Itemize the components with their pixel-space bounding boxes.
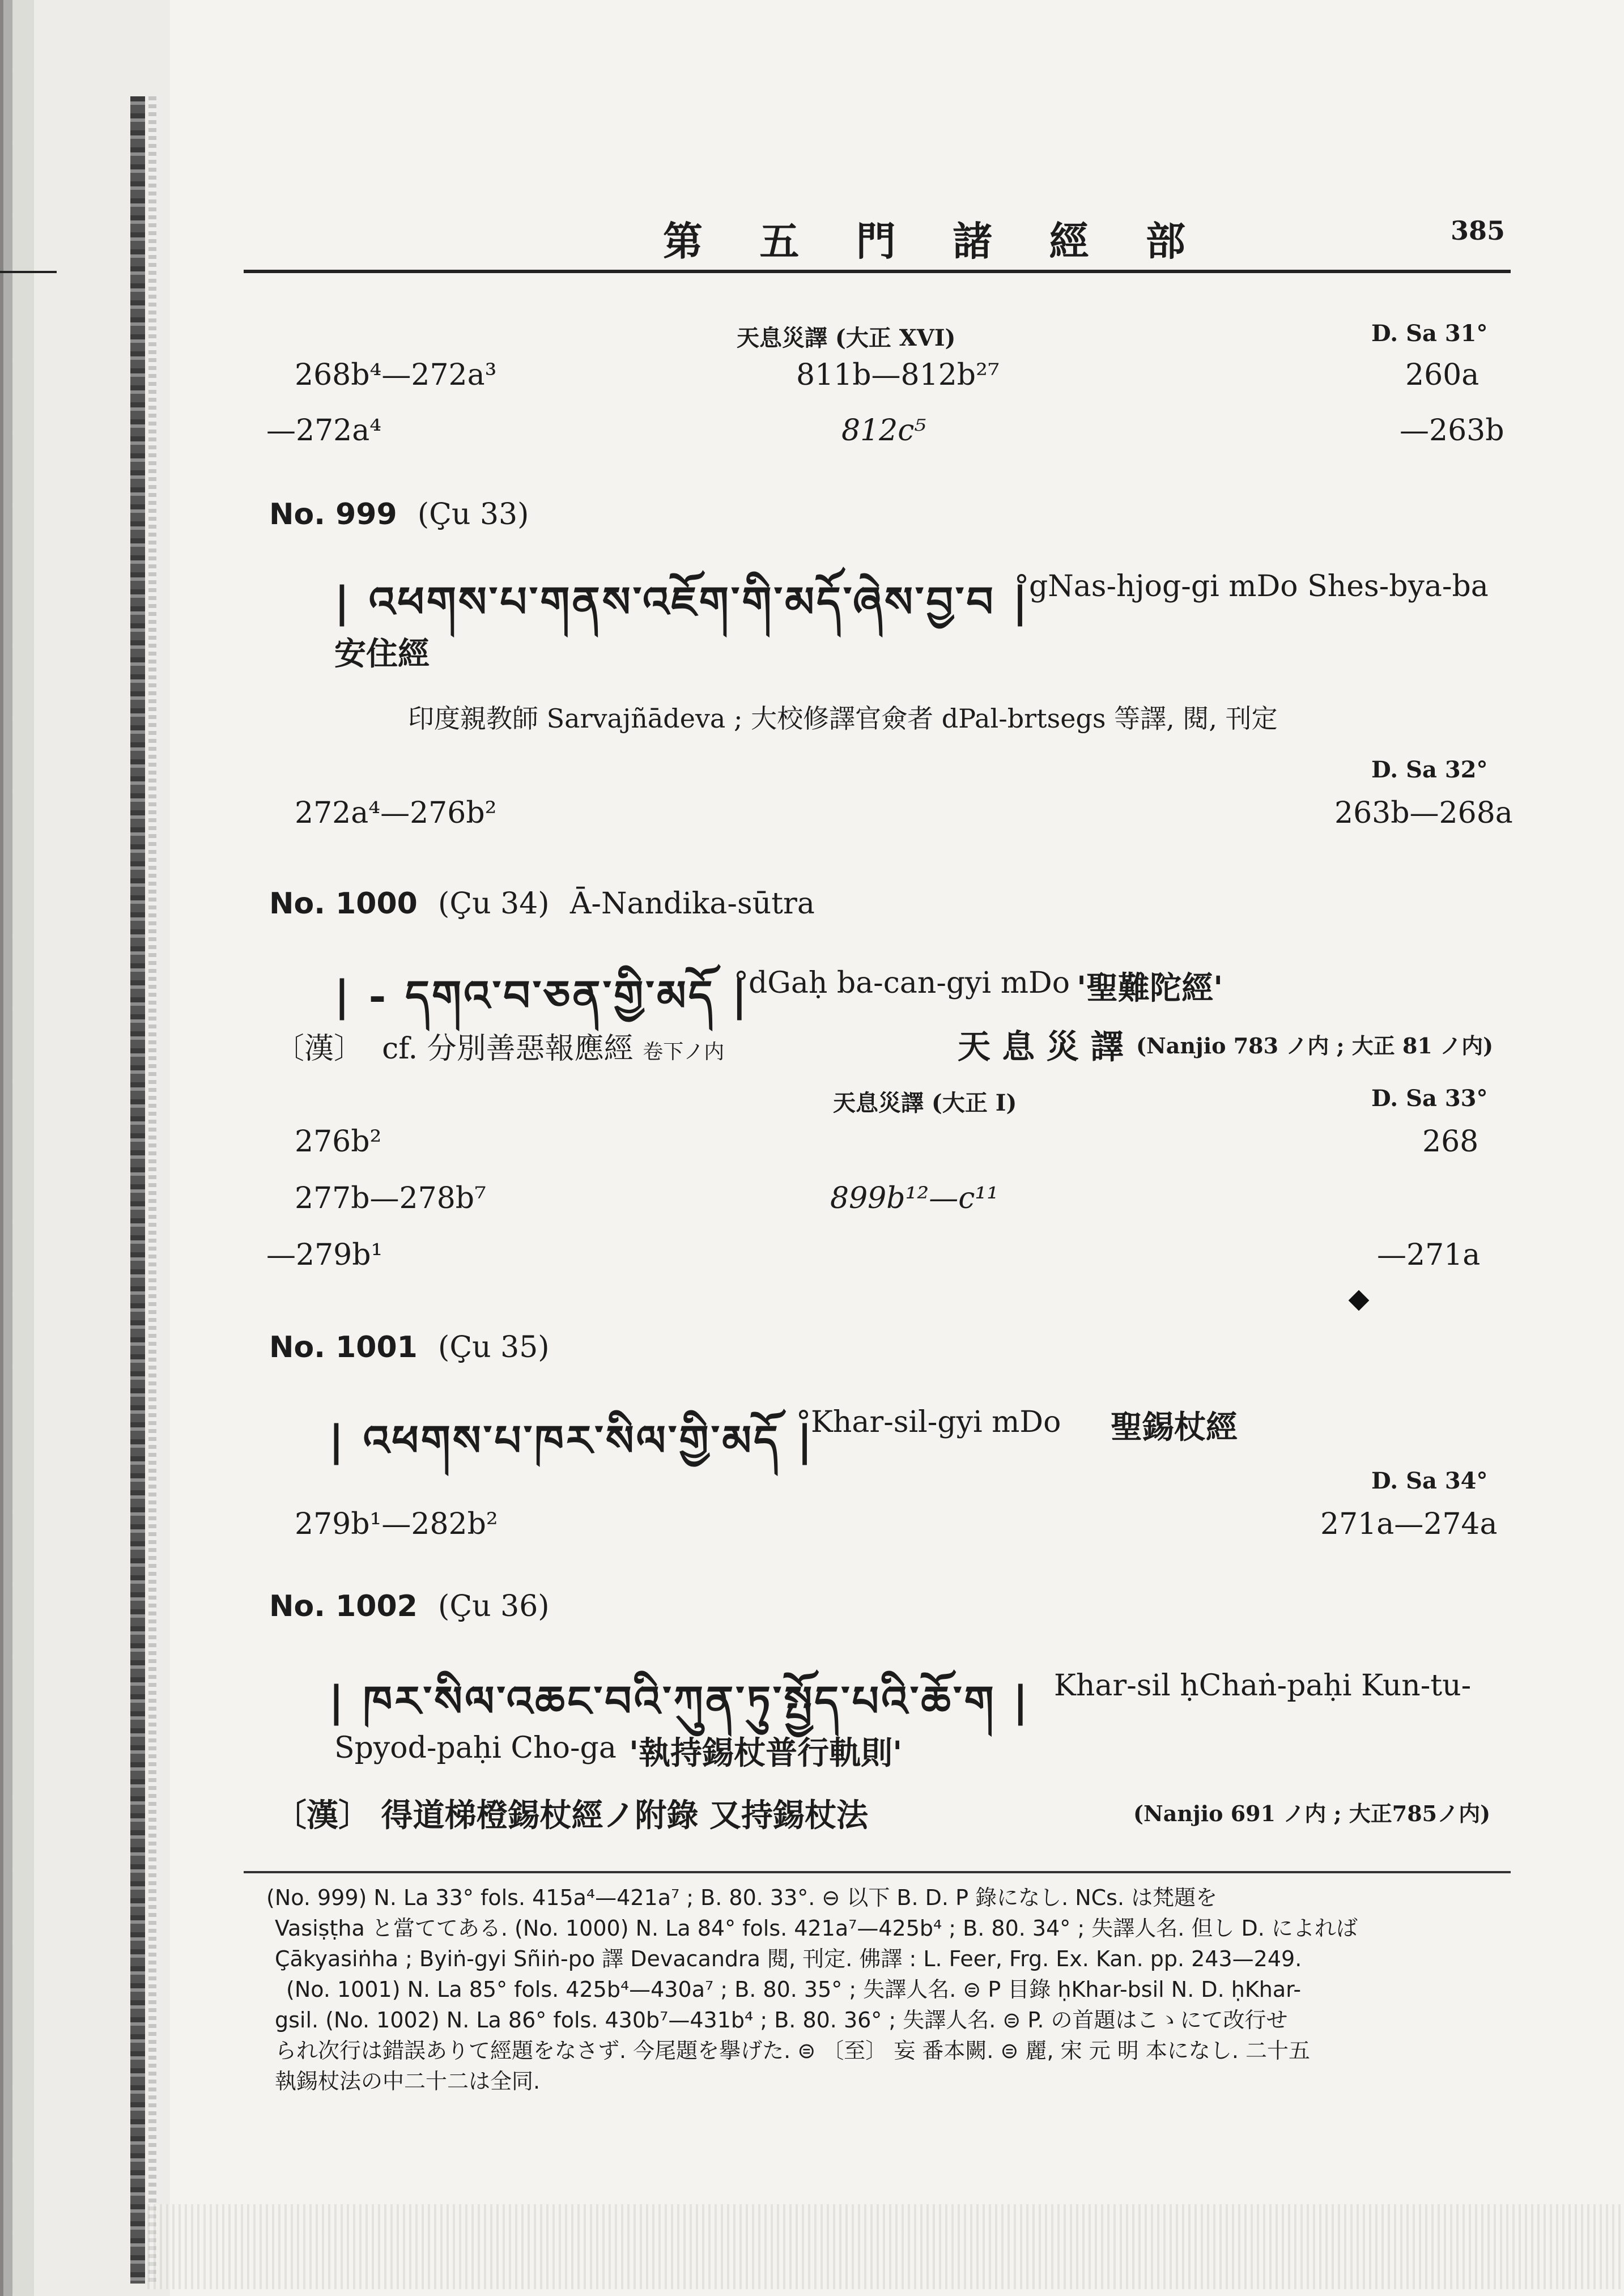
folio-left: 279b¹—282b² bbox=[295, 1507, 498, 1541]
entry-number: No. 1001 (Çu 35) bbox=[269, 1330, 550, 1364]
tibetan-title: | འཕགས་པ་གནས་འཇོག་གི་མདོ་ཞེས་བྱ་བ | bbox=[334, 578, 1030, 627]
header-rule bbox=[244, 270, 1511, 273]
folio-left: 268b⁴—272a³ bbox=[295, 358, 497, 392]
tibetan-title: | ཁར་སིལ་འཆང་བའི་ཀུན་ཏུ་སྤྱོད་པའི་ཆོ་ག | bbox=[329, 1677, 1031, 1726]
folio-left: 277b—278b⁷ bbox=[295, 1181, 486, 1215]
folio-middle: 812c⁵ bbox=[841, 414, 926, 448]
translator-label: 天息災譯 (大正 I) bbox=[833, 1090, 1017, 1116]
romanized-title-cont: Spyod-paḥi Cho-ga bbox=[334, 1731, 617, 1765]
section-title: 第 五 門 諸 經 部 bbox=[663, 218, 1207, 265]
footnote-line: られ次行は錯誤ありて經題をなさず. 今尾題を擧げた. ⊜ 〔至〕 妄 番本闕. ⊜ 麗, 宋 元 明 本になし. 二十五 bbox=[275, 2038, 1311, 2063]
han-parallel: 〔漢〕 cf. 分別善惡報應經 卷下ノ内 bbox=[275, 1032, 725, 1066]
folio-right: —263b bbox=[1400, 414, 1504, 448]
book-binding-edge bbox=[130, 96, 145, 2284]
folio-right: —271a bbox=[1377, 1238, 1481, 1272]
folio-right: 271a—274a bbox=[1320, 1507, 1498, 1541]
footnote-line: (No. 1001) N. La 85° fols. 425b⁴—430a⁷ ; B. 80. 35° ; 失譯人名. ⊜ P 目錄 ḥKhar-bsil N. D. ḥKhar- bbox=[286, 1977, 1302, 2002]
derge-ref: D. Sa 34° bbox=[1371, 1468, 1488, 1494]
book-binding-edge-inner bbox=[148, 96, 156, 2284]
footnote-line: Çākyasiṅha ; Byiṅ-gyi Sñiṅ-po 譯 Devacandra 閱, 刊定. 佛譯 : L. Feer, Frg. Ex. Kan. pp. 243—249. bbox=[275, 1946, 1302, 1971]
footnote-rule bbox=[244, 1871, 1511, 1873]
derge-ref: D. Sa 31° bbox=[1371, 320, 1488, 347]
footnote-line: Vasiṣṭha と當ててある. (No. 1000) N. La 84° fols. 421a⁷—425b⁴ ; B. 80. 34° ; 失譯人名. 但し D. によれば bbox=[275, 1916, 1358, 1941]
margin-mark bbox=[0, 271, 57, 273]
folio-left: 272a⁴—276b² bbox=[295, 796, 497, 830]
translators: 印度親教師 Sarvajñādeva ; 大校修譯官僉者 dPal-brtsegs 等譯, 閱, 刊定 bbox=[408, 703, 1278, 734]
entry-number: No. 1000 (Çu 34) Ā-Nandika-sūtra bbox=[269, 887, 815, 921]
chinese-title: '執持錫杖普行軌則' bbox=[629, 1734, 903, 1772]
folio-left: 276b² bbox=[295, 1125, 382, 1159]
folio-middle: 899b¹²—c¹¹ bbox=[830, 1181, 999, 1215]
chinese-title: 安住經 bbox=[334, 635, 430, 673]
translator-label: 天息災譯 (大正 XVI) bbox=[737, 325, 956, 351]
folio-middle: 811b—812b²⁷ bbox=[796, 358, 1000, 392]
chinese-title: 聖錫杖經 bbox=[1111, 1409, 1238, 1446]
tibetan-title: | འཕགས་པ་ཁར་སིལ་གྱི་མདོ | bbox=[329, 1417, 815, 1465]
footnote-line: (No. 999) N. La 33° fols. 415a⁴—421a⁷ ; B. 80. 33°. ⊖ 以下 B. D. P 錄になし. NCs. は梵題を bbox=[266, 1885, 1218, 1910]
scan-noise bbox=[147, 2204, 1624, 2289]
romanized-title: °dGaḥ ba-can-gyi mDo bbox=[734, 966, 1070, 1000]
entry-number: No. 999 (Çu 33) bbox=[269, 498, 529, 532]
tibetan-title: | - དགའ་བ་ཅན་གྱི་མདོ | bbox=[334, 972, 750, 1021]
derge-ref: D. Sa 33° bbox=[1371, 1085, 1488, 1112]
ink-mark bbox=[1349, 1290, 1370, 1311]
chinese-title: '聖難陀經' bbox=[1077, 970, 1223, 1007]
han-translator: 天 息 災 譯 bbox=[958, 1027, 1124, 1066]
folio-right: 268 bbox=[1422, 1125, 1479, 1159]
page-number: 385 bbox=[1451, 215, 1506, 246]
folio-right: 263b—268a bbox=[1334, 796, 1513, 830]
han-parallel: 〔漢〕 得道梯橙錫杖經ノ附錄 又持錫杖法 bbox=[275, 1797, 868, 1834]
derge-ref: D. Sa 32° bbox=[1371, 756, 1488, 783]
romanized-title: °Khar-sil-gyi mDo bbox=[796, 1405, 1061, 1439]
han-reference: (Nanjio 691 ノ内 ; 大正785ノ内) bbox=[1133, 1801, 1491, 1826]
folio-left: —272a⁴ bbox=[266, 414, 382, 448]
footnote-line: 執錫杖法の中二十二は全同. bbox=[275, 2069, 541, 2094]
han-reference: (Nanjio 783 ノ内 ; 大正 81 ノ内) bbox=[1136, 1033, 1494, 1058]
folio-right: 260a bbox=[1405, 358, 1480, 392]
footnote-line: gsil. (No. 1002) N. La 86° fols. 430b⁷—431b⁴ ; B. 80. 36° ; 失譯人名. ⊜ P. の首題はこゝにて改行せ bbox=[275, 2008, 1288, 2033]
romanized-title: Khar-sil ḥChaṅ-paḥi Kun-tu- bbox=[1054, 1669, 1472, 1703]
folio-left: —279b¹ bbox=[266, 1238, 383, 1272]
entry-number: No. 1002 (Çu 36) bbox=[269, 1589, 550, 1623]
romanized-title: °gNas-hjog-gi mDo Shes-bya-ba bbox=[1014, 569, 1489, 603]
